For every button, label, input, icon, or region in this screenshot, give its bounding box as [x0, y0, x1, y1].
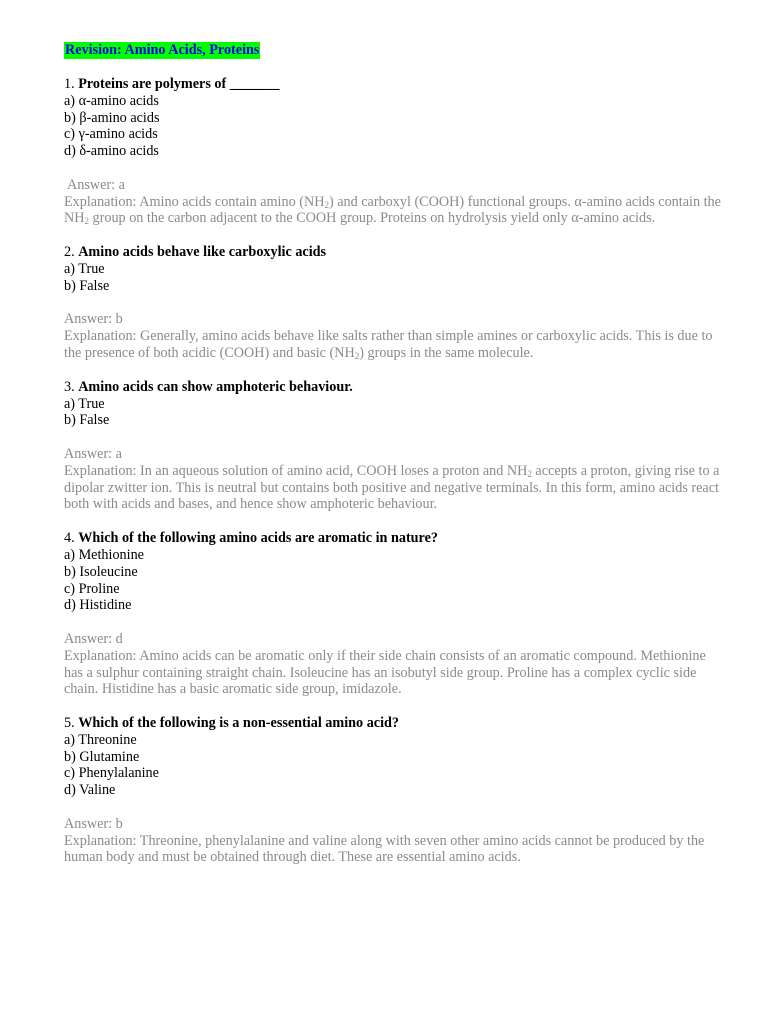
- subscript: 2: [354, 350, 360, 361]
- answer-section: [64, 446, 724, 513]
- question-number: 3.: [64, 378, 79, 395]
- answer-label: Answer: d: [64, 630, 123, 647]
- answer-label: Answer: b: [64, 311, 123, 328]
- document-page: [64, 42, 724, 866]
- answer-option: b) Glutamine: [64, 748, 140, 765]
- subscript: 2: [527, 468, 532, 479]
- answer-option: d) Valine: [64, 782, 116, 799]
- answer-section: [64, 816, 724, 866]
- answer-option: c) γ-amino acids: [64, 126, 158, 143]
- answer-option: a) Methionine: [64, 546, 144, 563]
- question-text: [64, 76, 724, 93]
- page-title: Revision: Amino Acids, Proteins: [65, 42, 260, 58]
- question-block: [64, 76, 724, 227]
- question-number: 1.: [64, 76, 79, 92]
- answer-option: a) True: [64, 395, 105, 412]
- answer-option: b) Isoleucine: [64, 563, 138, 580]
- answer-section: [64, 177, 724, 227]
- question-block: [64, 244, 724, 362]
- question-text: [64, 715, 724, 732]
- title-line: [64, 42, 724, 59]
- answer-option: b) False: [64, 412, 110, 429]
- question-stem: Proteins are polymers of _______: [78, 76, 280, 92]
- question-stem: Amino acids can show amphoteric behaviour.: [78, 378, 353, 395]
- explanation-text: Explanation: Threonine, phenylalanine and valine along with seven other amino acids cannot be produced by the human body and must be obtained through diet. These are essential amino acids.: [64, 832, 705, 866]
- answer-option: b) False: [64, 277, 110, 294]
- answer-label: Answer: a: [67, 176, 125, 193]
- question-text: [64, 379, 724, 396]
- question-text: [64, 530, 724, 547]
- answer-option: b) β-amino acids: [64, 109, 160, 126]
- answer-option: c) Proline: [64, 580, 120, 597]
- answer-option: c) Phenylalanine: [64, 765, 159, 782]
- question-number: 5.: [64, 715, 79, 732]
- explanation-text: Explanation: Generally, amino acids behave like salts rather than simple amines or carboxylic acids. This is due to the presence of both acidic (COOH) and basic $(NH_2)$ groups in the same molecule.: [64, 328, 713, 361]
- explanation-text: Explanation: Amino acids can be aromatic only if their side chain consists of an aromatic compound. Methionine has a sulphur containing straight chain. Isoleucine has an isobutyl side group. Proline has a complex cyclic side chain. Histidine has a basic aromatic side group, imidazole.: [64, 647, 706, 698]
- answer-option: a) True: [64, 260, 105, 277]
- question-block: [64, 530, 724, 698]
- explanation-text: Explanation: In an aqueous solution of amino acid, COOH loses a proton and $NH_2$ accepts a proton, giving rise to a dipolar zwitter ion. This is neutral but contains both positive and negative terminals. In this form, amino acids react both with acids and bases, and hence show amphoteric behaviour.: [64, 462, 720, 513]
- answer-option: d) Histidine: [64, 597, 132, 614]
- answer-label: Answer: a: [64, 445, 122, 462]
- question-text: [64, 244, 724, 261]
- explanation-text: Explanation: Amino acids contain amino $(NH_2)$ and carboxyl (COOH) functional groups. α-amino acids contain the $NH_2$ group on the carbon adjacent to the COOH group. Proteins on hydrolysis yield only α-amino acids.: [64, 193, 721, 227]
- answer-label: Answer: b: [64, 815, 123, 832]
- subscript: 2: [324, 199, 329, 210]
- question-list: [64, 76, 724, 866]
- question-number: 4.: [64, 530, 79, 547]
- question-stem: Which of the following amino acids are aromatic in nature?: [78, 530, 438, 547]
- answer-section: [64, 631, 724, 698]
- subscript: 2: [84, 216, 89, 227]
- question-block: [64, 379, 724, 513]
- answer-option: a) α-amino acids: [64, 92, 159, 109]
- answer-option: d) δ-amino acids: [64, 143, 159, 160]
- answer-option: a) Threonine: [64, 731, 137, 748]
- answer-section: [64, 311, 724, 361]
- question-stem: Which of the following is a non-essential amino acid?: [78, 715, 400, 732]
- question-stem: Amino acids behave like carboxylic acids: [78, 244, 327, 261]
- question-number: 2.: [64, 244, 79, 261]
- question-block: [64, 715, 724, 866]
